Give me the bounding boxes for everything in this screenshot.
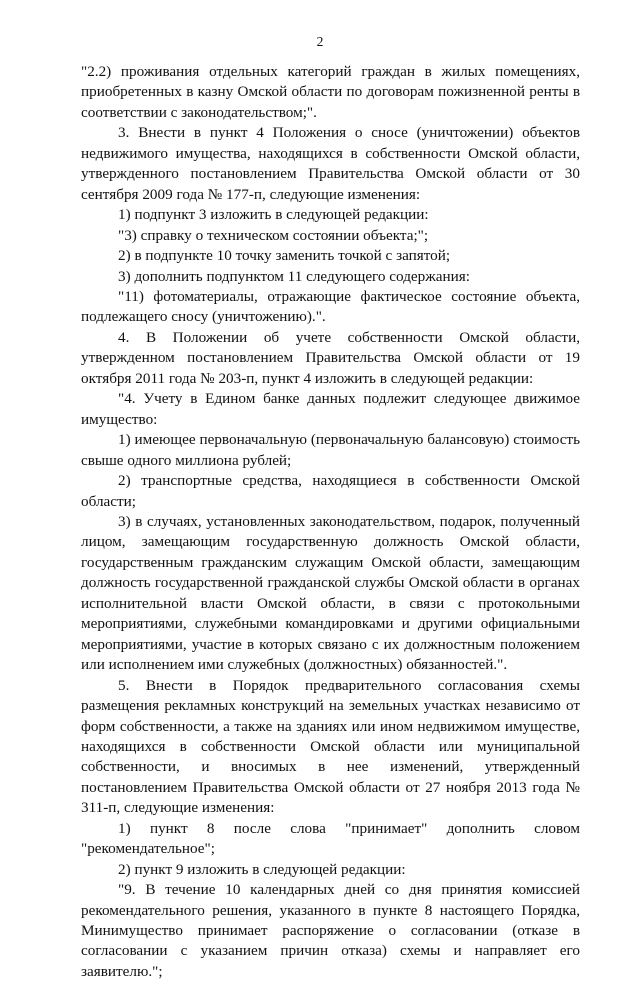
paragraph-3-2: 2) в подпункте 10 точку заменить точкой с запятой; [118, 247, 451, 265]
paragraph-4: 4. В Положении об учете собственности Омской области, утвержденном постановлением Правительства Омской области от 19 октября 2011 года № 203-п, пункт 4 изложить в следующей редакции: [81, 328, 580, 387]
paragraph-4-3: 3) в случаях, установленных законодательством, подарок, полученный лицом, замещающим государственную должность Омской области, государственным гражданским служащим Омской области, замещающим должность государственной гражданской службы Омской области в органах исполнительной власти Омской области, в связи с протокольными мероприятиями, служебными командировками и другими официальными мероприятиями, участие в которых связано с их должностным положением или исполнением ими служебных (должностных) обязанностей.". [81, 512, 580, 674]
paragraph-3-1: 1) подпункт 3 изложить в следующей редакции: [118, 206, 429, 224]
paragraph-4-2: 2) транспортные средства, находящиеся в собственности Омской области; [81, 472, 580, 510]
paragraph-4-1: 1) имеющее первоначальную (первоначальную балансовую) стоимость свыше одного миллиона рублей; [81, 431, 580, 469]
paragraph-3-3: 3) дополнить подпунктом 11 следующего содержания: [118, 267, 470, 285]
paragraph-2-2-quote: "2.2) проживания отдельных категорий граждан в жилых помещениях, приобретенных в казну Омской области по договорам пожизненной ренты в соответствии с законодательством;". [81, 63, 580, 121]
paragraph-5-1: 1) пункт 8 после слова "принимает" дополнить словом "рекомендательное"; [81, 819, 580, 858]
paragraph-3-1-quote: "3) справку о техническом состоянии объекта;"; [118, 226, 429, 244]
paragraph-5-2-quote: "9. В течение 10 календарных дней со дня принятия комиссией рекомендательного решения, указанного в пункте 8 настоящего Порядка, Минимущество принимает распоряжение о согласовании (отказе в согласовании с указанием причин отказа) схемы и направляет его заявителю."; [81, 881, 580, 980]
paragraph-3: 3. Внести в пункт 4 Положения о сносе (уничтожении) объектов недвижимого имущества, находящихся в собственности Омской области, утвержденного постановлением Правительства Омской области от 30 сентября 2009 года № 177-п, следующие изменения: [81, 124, 580, 203]
document-body [81, 62, 580, 982]
paragraph-5: 5. Внести в Порядок предварительного согласования схемы размещения рекламных конструкций на земельных участках независимо от форм собственности, а также на зданиях или ином недвижимом имуществе, находящихся в собственности Омской области или муниципальной собственности, и вносимых в нее изменений, утвержденный постановлением Правительства Омской области от 27 ноября 2013 года № 311-п, следующие изменения: [81, 676, 580, 817]
paragraph-3-3-quote: "11) фотоматериалы, отражающие фактическое состояние объекта, подлежащего сносу (уничтожению).". [81, 287, 580, 326]
paragraph-5-2: 2) пункт 9 изложить в следующей редакции: [118, 860, 406, 878]
paragraph-4-quote: "4. Учету в Едином банке данных подлежит следующее движимое имущество: [81, 390, 580, 428]
page-number: 2 [316, 34, 324, 49]
